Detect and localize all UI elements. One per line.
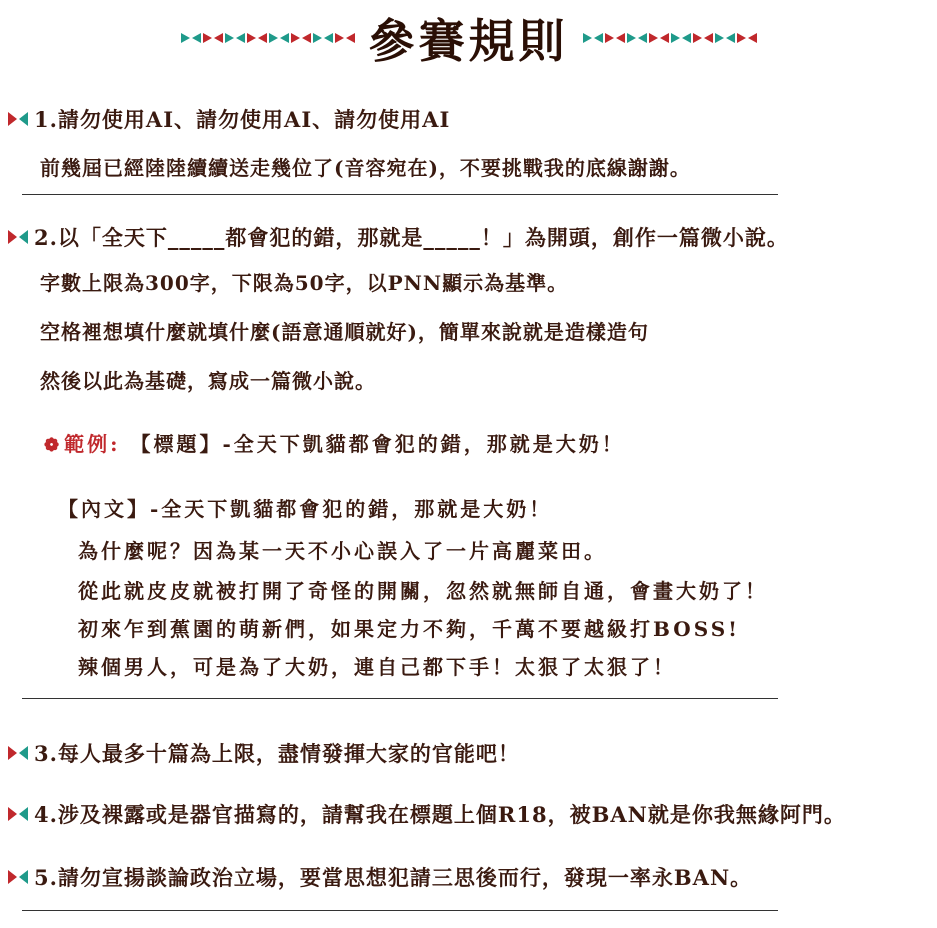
rule-2-line-3: 然後以此為基礎，寫成一篇微小說。 bbox=[40, 369, 376, 393]
triangle-ornament-mark bbox=[181, 33, 190, 43]
triangle-ornament-mark bbox=[203, 33, 212, 43]
triangle-ornament-mark bbox=[649, 33, 658, 43]
rule-5-heading bbox=[8, 862, 752, 892]
rule-4-heading bbox=[8, 799, 846, 829]
right-triangle-ornament bbox=[583, 33, 757, 43]
triangle-ornament-mark bbox=[726, 33, 735, 43]
example-body-line-1: 為什麼呢？因為某一天不小心誤入了一片高麗菜田。 bbox=[78, 539, 607, 563]
rule-1-heading-text: 1.請勿使用AI、請勿使用AI、請勿使用AI bbox=[34, 107, 451, 132]
rule-4-heading-text: 4.涉及裸露或是器官描寫的，請幫我在標題上個R18，被BAN就是你我無緣阿門。 bbox=[34, 802, 846, 827]
rule-5-heading-text: 5.請勿宣揚談論政治立場，要當思想犯請三思後而行，發現一率永BAN。 bbox=[34, 865, 753, 890]
example-body-line-3: 初來乍到蕉園的萌新們，如果定力不夠，千萬不要越級打BOSS! bbox=[78, 617, 740, 641]
triangle-ornament-mark bbox=[269, 33, 278, 43]
triangle-ornament-mark bbox=[660, 33, 669, 43]
example-body-line-4: 辣個男人，可是為了大奶，連自己都下手！太狠了太狠了！ bbox=[78, 655, 676, 679]
triangle-ornament-mark bbox=[214, 33, 223, 43]
bullet-icon bbox=[8, 746, 28, 760]
example-title-line bbox=[44, 428, 625, 457]
bullet-icon bbox=[8, 870, 28, 884]
rule-3-heading bbox=[8, 738, 520, 768]
example-body-first: 【內文】-全天下凱貓都會犯的錯，那就是大奶！ bbox=[58, 497, 553, 521]
page-title: 參賽規則 bbox=[368, 14, 569, 68]
triangle-ornament-mark bbox=[737, 33, 746, 43]
triangle-ornament-mark bbox=[280, 33, 289, 43]
rule-1-line-1: 前幾屆已經陸陸續續送走幾位了(音容宛在)，不要挑戰我的底線謝謝。 bbox=[40, 156, 691, 180]
triangle-ornament-mark bbox=[583, 33, 592, 43]
example-title-text: 【標題】-全天下凱貓都會犯的錯，那就是大奶！ bbox=[130, 432, 625, 456]
bullet-icon bbox=[8, 807, 28, 821]
bullet-icon bbox=[8, 112, 28, 126]
left-triangle-ornament bbox=[181, 33, 355, 43]
triangle-ornament-mark bbox=[616, 33, 625, 43]
triangle-ornament-mark bbox=[682, 33, 691, 43]
divider bbox=[22, 194, 778, 195]
triangle-ornament-mark bbox=[704, 33, 713, 43]
rule-2-line-1: 字數上限為300字，下限為50字，以PNN顯示為基準。 bbox=[40, 271, 569, 295]
triangle-ornament-mark bbox=[638, 33, 647, 43]
triangle-ornament-mark bbox=[225, 33, 234, 43]
triangle-ornament-mark bbox=[291, 33, 300, 43]
triangle-ornament-mark bbox=[258, 33, 267, 43]
triangle-ornament-mark bbox=[335, 33, 344, 43]
title-row bbox=[0, 8, 937, 68]
divider bbox=[22, 698, 778, 699]
rule-2-heading bbox=[8, 222, 789, 252]
flower-icon: ❁ bbox=[44, 435, 63, 456]
triangle-ornament-mark bbox=[313, 33, 322, 43]
triangle-ornament-mark bbox=[236, 33, 245, 43]
triangle-ornament-mark bbox=[192, 33, 201, 43]
triangle-ornament-mark bbox=[627, 33, 636, 43]
triangle-ornament-mark bbox=[247, 33, 256, 43]
triangle-ornament-mark bbox=[671, 33, 680, 43]
triangle-ornament-mark bbox=[324, 33, 333, 43]
bullet-icon bbox=[8, 230, 28, 244]
triangle-ornament-mark bbox=[346, 33, 355, 43]
triangle-ornament-mark bbox=[594, 33, 603, 43]
divider bbox=[22, 910, 778, 911]
rule-3-heading-text: 3.每人最多十篇為上限，盡情發揮大家的官能吧！ bbox=[34, 741, 520, 766]
triangle-ornament-mark bbox=[605, 33, 614, 43]
triangle-ornament-mark bbox=[715, 33, 724, 43]
example-body-line-2: 從此就皮皮就被打開了奇怪的開關，忽然就無師自通，會畫大奶了！ bbox=[78, 579, 768, 603]
rule-2-heading-text: 2.以「全天下_____都會犯的錯，那就是_____！」為開頭，創作一篇微小說。 bbox=[34, 225, 789, 250]
example-label: 範例: bbox=[64, 432, 121, 456]
rule-2-line-2: 空格裡想填什麼就填什麼(語意通順就好)，簡單來說就是造樣造句 bbox=[40, 320, 649, 344]
triangle-ornament-mark bbox=[302, 33, 311, 43]
triangle-ornament-mark bbox=[748, 33, 757, 43]
triangle-ornament-mark bbox=[693, 33, 702, 43]
rule-1-heading bbox=[8, 104, 450, 134]
